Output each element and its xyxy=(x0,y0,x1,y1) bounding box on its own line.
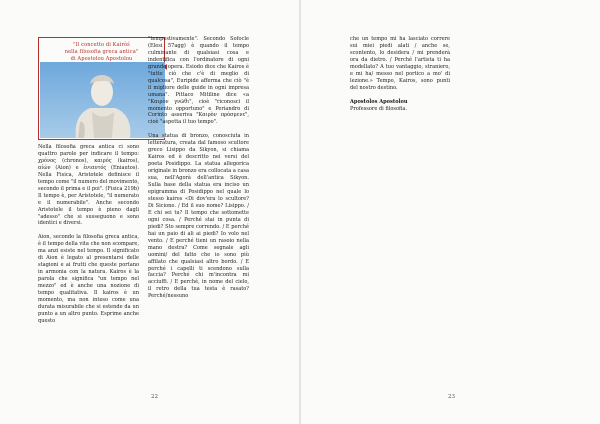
page-number-left: 22 xyxy=(151,394,158,400)
right-page xyxy=(301,0,600,424)
signature-role: Professore di filosofia. xyxy=(350,105,407,112)
left-column-2: "tempestivamente". Secondo Sofocle (Elesi 57agg) è quando il tempo culminante di qualsiasi cosa e indentifica con l'ordinatore di ogni grande opera. Esiodo dice che Kairos è "tutto ciò che c'è di meglio di qualcosa", Euripide afferma che ciò "è il migliore delle guide in ogni impresa umana". Pittaco Mitiline dice «a "Καιρὸν γνῶθι", cioè "riconosci il momento opportuno" e Periandro di Corinto asseriva "Καιρὸν πρόσμενε", cioè "aspetta il tuo tempo". Una statua di bronzo, conosciuta in letteratura, creata dal famoso scultore greco Lisippo da Sikyon, si chiama Kairos ed è descritto nei versi del poeta Posidippo. La statua allegorica originale in bronzo era collocata a casa sua, nell'Agorà dell'antica Sikyon. Sulla base della statua era inciso un epigramma di Posidippo nel quale lo stesso kairos «Di dov'era lo scultore? Di Sicione. / Ed il suo nome? Lisippo. / E chi sei tu? Il tempo che sottomette ogni cosa. / Perché stai in punta di piedi? Sto sempre correndo. / E perché hai un paio di ali ai piedi? Io volo nel vento. / E perché tieni un rasoio nella mano destra? Come segnale agli uomini/ del fatto che io sono più affilato che qualsiasi altro bordo. / E perché i capelli ti scendono sulla faccia? Perché chi m'incontra mi acciuffi. / E perché, in nome del cielo, il retro della tua testa è rasato? Perché/nessuno xyxy=(148,36,249,300)
left-column-1: Nella filosofia greca antica ci sono quattro parole per indicare il tempo: χρόνος (chronos), καιρός (kairos), αἰών (Aion) e ἐνιαυτός (Eniautos). Nella Fisica, Aristotele definisce il tempo come "il numero del movimento, secondo il prima e il poi". (Fisica 219b) Il tempo è, per Aristotele, "il numerato e il numerabile". Anche secondo Aristotele il tempo è pieno dagli "adesso" che si susseguono e sono identici e diversi. Aion, secondo la filosofia greca antica, è il tempo della vita che non scompare, ma anzi esiste nel tempo. Il significato di Aion è legato al presentarsi delle stagioni e ai frutti che queste portano in armonia con la natura. Kairos è la parola che significa "un tempo nel mezzo" ed è anche una nozione di tempo qualitativa. Il kairos è un momento, ma non inteso come una durata misurabile che si estende da un punto a un altro punto. Esprime anche questo xyxy=(38,144,139,324)
signature-name: Apostolos Apostolou xyxy=(350,98,408,105)
box-title: "Il concetto di Kairòś nella filosofia greca antica" di Apostolou Apostolou xyxy=(64,42,139,62)
left-page xyxy=(0,0,299,424)
page-number-right: 23 xyxy=(448,394,455,400)
statue-photo xyxy=(40,62,165,138)
right-column-1: che un tempo mi ha lasciato correre sui miei piedi alati / anche se, scontento, lo desidera / mi prenderà ora da dietro. / Perché l'artista ti ha modellato? A tuo vantaggio, straniero, e mi ha/ messo nel portico a mo' di lezione.» Tempo, Kairos, sono punti del nostro destino. Apostolos Apostolou Professore di filosofia. xyxy=(350,36,450,112)
